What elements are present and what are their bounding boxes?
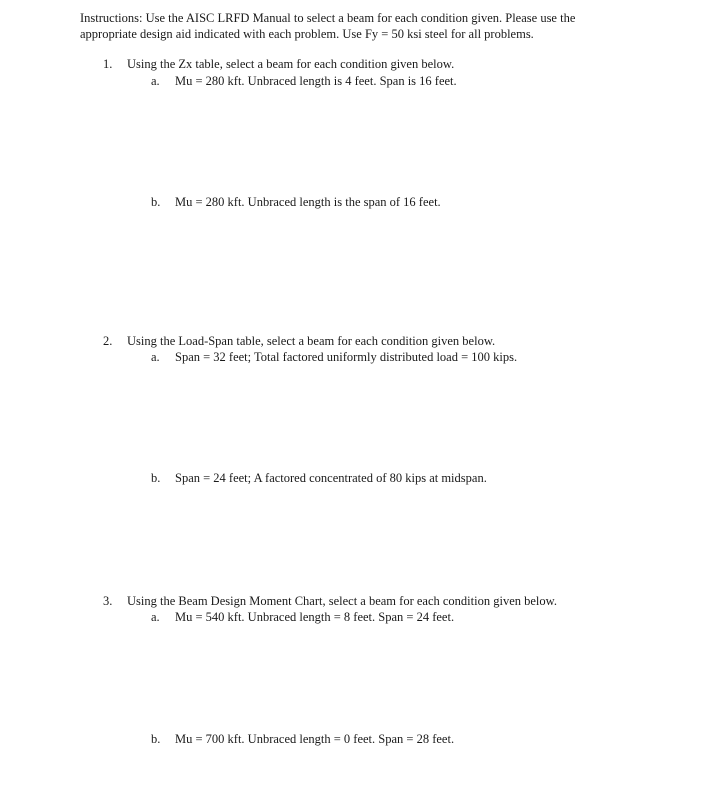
part-text: Span = 24 feet; A factored concentrated of 80 kips at midspan.	[175, 471, 487, 485]
instructions-line-1: Instructions: Use the AISC LRFD Manual to select a beam for each condition given. Please use the	[80, 11, 576, 25]
part-text: Mu = 540 kft. Unbraced length = 8 feet. Span = 24 feet.	[175, 610, 455, 624]
problem-number: 3.	[103, 594, 113, 608]
part-text: Mu = 280 kft. Unbraced length is the span of 16 feet.	[175, 195, 441, 209]
part-text: Mu = 700 kft. Unbraced length = 0 feet. Span = 28 feet.	[175, 732, 455, 746]
instructions-paragraph	[80, 10, 680, 42]
instructions-line-2: appropriate design aid indicated with each problem. Use Fy = 50 ksi steel for all problems.	[80, 27, 534, 41]
part-label: a.	[151, 350, 160, 364]
part-label: a.	[151, 610, 160, 624]
problem-number: 1.	[103, 57, 113, 71]
part-label: b.	[151, 732, 161, 746]
problem-text: Using the Zx table, select a beam for each condition given below.	[127, 57, 455, 71]
problem-number: 2.	[103, 334, 113, 348]
problem-text: Using the Beam Design Moment Chart, select a beam for each condition given below.	[127, 594, 557, 608]
part-label: b.	[151, 195, 161, 209]
part-label: b.	[151, 471, 161, 485]
part-label: a.	[151, 74, 160, 88]
problem-text: Using the Load-Span table, select a beam for each condition given below.	[127, 334, 496, 348]
part-text: Mu = 280 kft. Unbraced length is 4 feet. Span is 16 feet.	[175, 74, 457, 88]
part-text: Span = 32 feet; Total factored uniformly distributed load = 100 kips.	[175, 350, 518, 364]
